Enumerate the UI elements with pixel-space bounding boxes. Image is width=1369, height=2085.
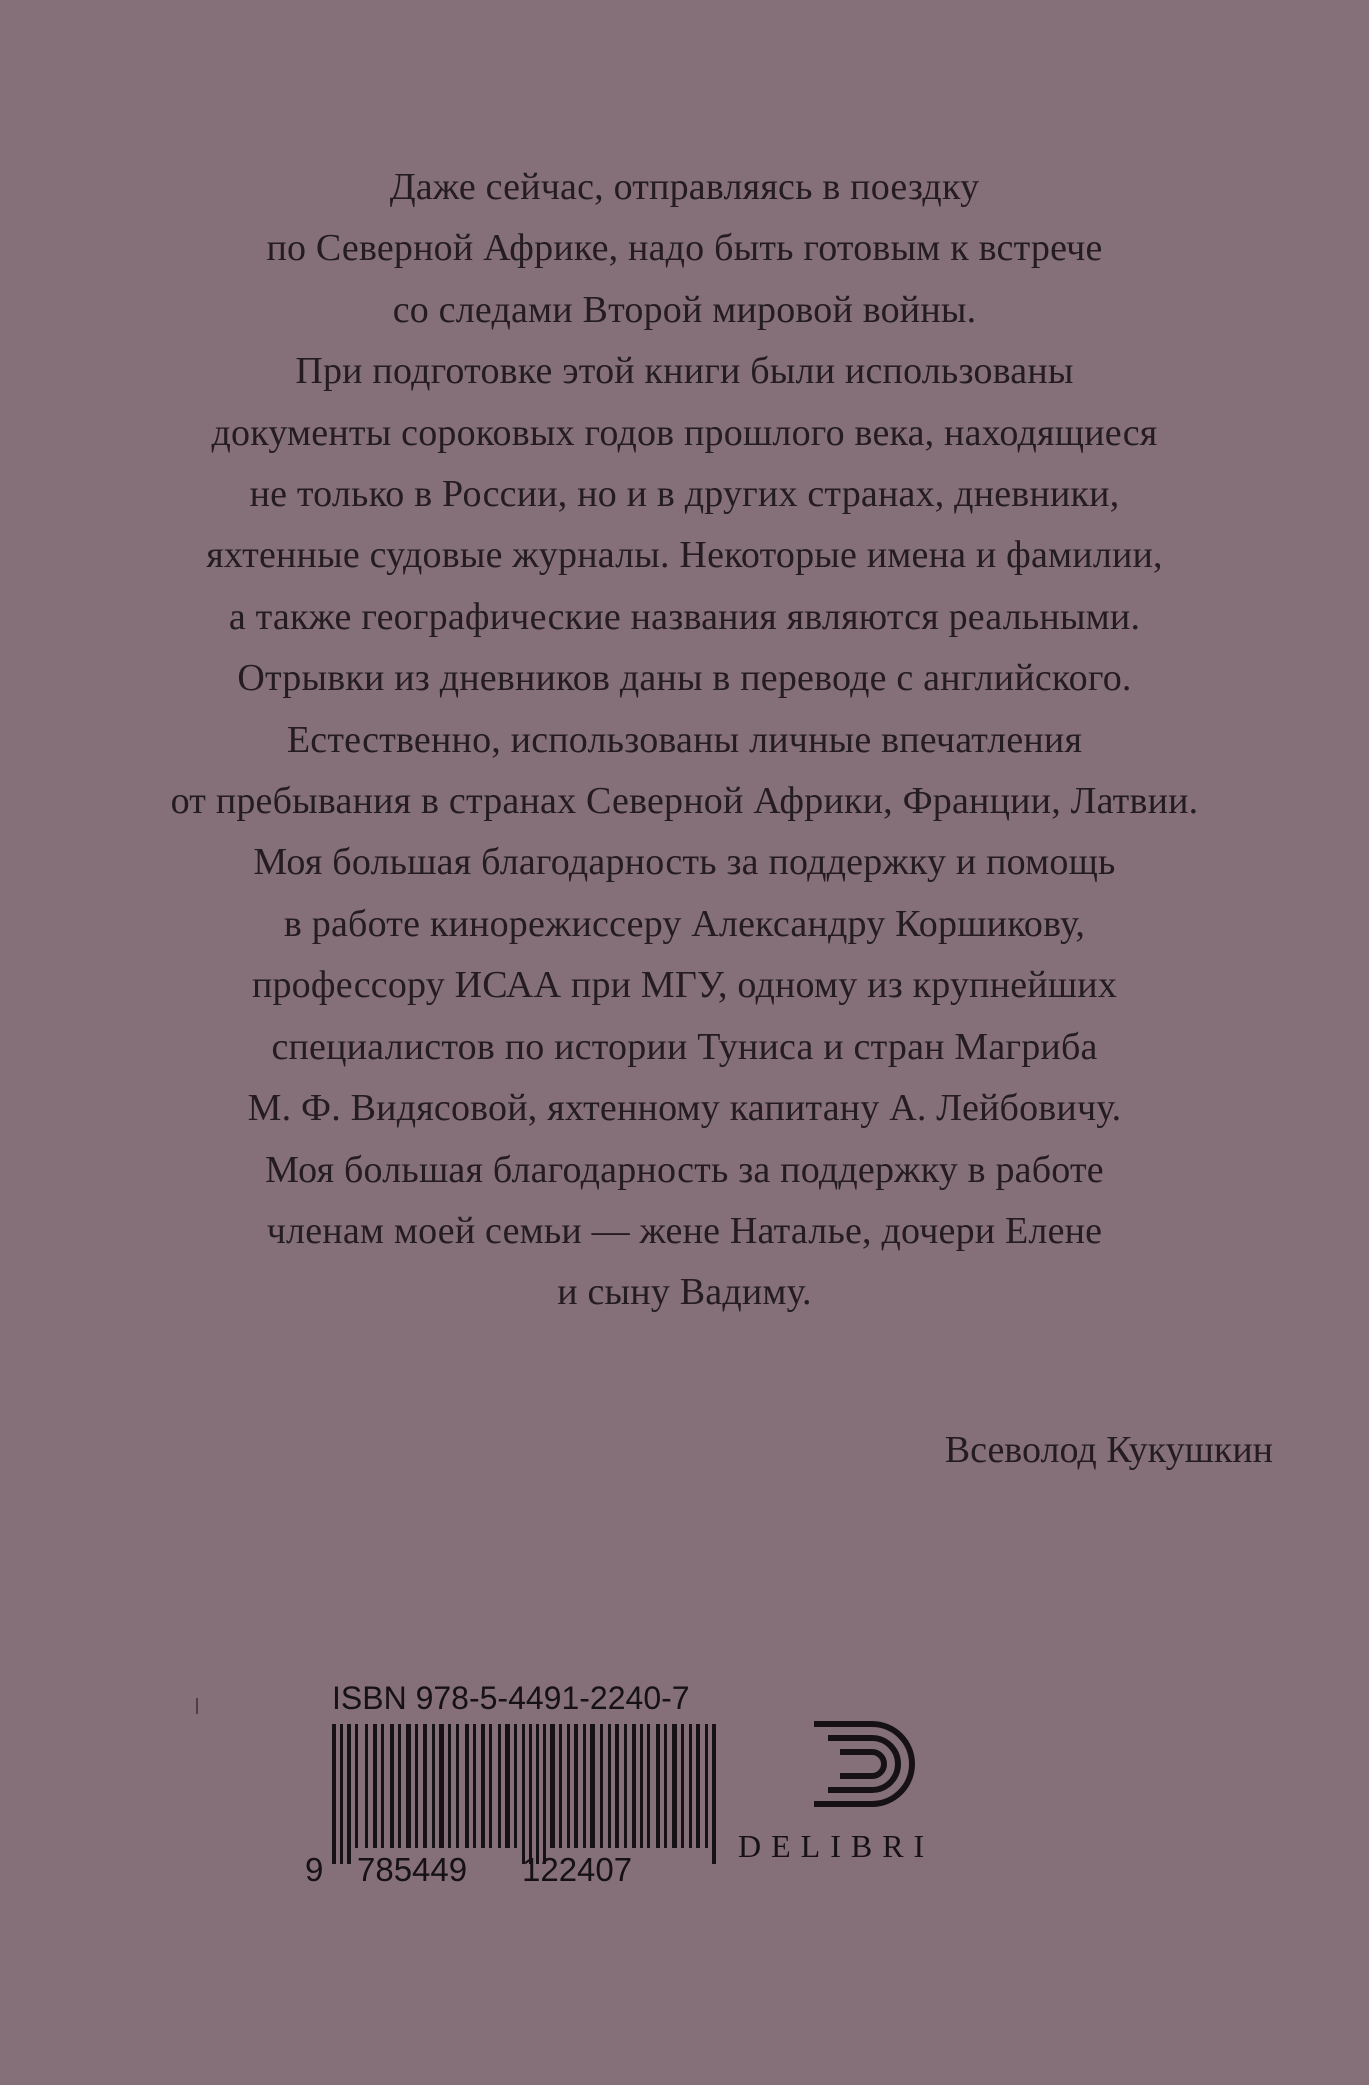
barcode-digits-right: 122407 — [522, 1851, 633, 1888]
barcode-bar — [559, 1724, 562, 1848]
barcode-bar — [355, 1724, 358, 1848]
blurb-line: со следами Второй мировой войны. — [392, 288, 977, 331]
publisher-logo — [732, 1718, 1012, 1868]
barcode-bar — [656, 1724, 660, 1848]
barcode-bar — [640, 1724, 643, 1848]
barcode-bar — [550, 1724, 555, 1848]
barcode-bar — [439, 1724, 444, 1848]
blurb-line: Моя большая благодарность за поддержку и помощь — [253, 841, 1116, 884]
blurb-line: специалистов по истории Туниса и стран Магриба — [271, 1025, 1098, 1068]
blurb-line: членам моей семьи — жене Наталье, дочери Елене — [266, 1209, 1103, 1252]
barcode-bar — [473, 1724, 476, 1848]
barcode-bar — [590, 1724, 595, 1848]
blurb-line: в работе кинорежиссеру Александру Коршикову, — [283, 902, 1086, 945]
barcode-bar — [624, 1724, 627, 1848]
barcode-bar — [543, 1724, 546, 1864]
barcode-bar — [529, 1724, 532, 1864]
barcode-bar — [340, 1724, 343, 1864]
barcode-bar — [456, 1724, 459, 1848]
barcode-bar — [481, 1724, 485, 1848]
barcode-bar — [505, 1724, 510, 1848]
barcode-bar — [498, 1724, 501, 1848]
blurb-line: не только в России, но и в других странах, дневники, — [249, 473, 1120, 516]
barcode-bar — [608, 1724, 611, 1848]
barcode-bar — [583, 1724, 586, 1848]
barcode-bar — [365, 1724, 368, 1848]
barcode-bar — [574, 1724, 578, 1848]
blurb-line: по Северной Африке, надо быть готовым к встрече — [266, 227, 1103, 270]
blurb-line: Даже сейчас, отправляясь в поездку — [389, 166, 980, 208]
barcode-bar — [423, 1724, 427, 1848]
author-name: Всеволод Кукушкин — [944, 1429, 1273, 1471]
trim-mark — [196, 1698, 198, 1714]
blurb-line: М. Ф. Видясовой, яхтенному капитану А. Лейбовичу. — [247, 1087, 1122, 1130]
barcode-bar — [615, 1724, 619, 1848]
blurb-line: профессору ИСАА при МГУ, одному из крупнейших — [251, 964, 1118, 1007]
barcode-bar — [465, 1724, 469, 1848]
barcode-bar — [712, 1724, 716, 1864]
barcode-bar — [647, 1724, 650, 1848]
barcode-bar — [632, 1724, 636, 1848]
blurb-line: от пребывания в странах Северной Африки, Франции, Латвии. — [170, 780, 1199, 823]
barcode-bar — [600, 1724, 603, 1848]
blurb-line: документы сороковых годов прошлого века, находящиеся — [211, 411, 1158, 454]
barcode-digit-lead: 9 — [305, 1851, 324, 1888]
blurb-line: При подготовке этой книги были использованы — [295, 350, 1074, 393]
barcode-bar — [448, 1724, 451, 1848]
publisher-name: DELIBRI — [738, 1828, 935, 1864]
blurb-line: Отрывки из дневников даны в переводе с английского. — [237, 657, 1132, 700]
barcode-bar — [522, 1724, 525, 1864]
isbn-barcode — [300, 1678, 720, 1908]
barcode-bar — [332, 1724, 336, 1864]
barcode-bar — [696, 1724, 700, 1848]
barcode-bar — [373, 1724, 377, 1848]
barcode-bar — [705, 1724, 708, 1848]
barcode-bar — [514, 1724, 517, 1848]
barcode-bar — [398, 1724, 401, 1848]
isbn-number: ISBN 978-5-4491-2240-7 — [332, 1680, 690, 1716]
blurb-text — [60, 157, 1309, 1324]
barcode-bar — [432, 1724, 435, 1848]
blurb-line: Естественно, использованы личные впечатления — [286, 718, 1083, 761]
barcode-bar — [347, 1724, 351, 1864]
barcode-bar — [381, 1724, 384, 1848]
blurb-line: и сыну Вадиму. — [557, 1271, 812, 1314]
blurb-line: яхтенные судовые журналы. Некоторые имена и фамилии, — [206, 534, 1163, 577]
barcode-bar — [489, 1724, 492, 1848]
barcode-bar — [672, 1724, 677, 1848]
barcode-bar — [681, 1724, 684, 1848]
blurb-line: Моя большая благодарность за поддержку в работе — [265, 1148, 1104, 1191]
barcode-bar — [536, 1724, 539, 1864]
barcode-bar — [664, 1724, 667, 1848]
barcode-bar — [689, 1724, 692, 1848]
barcode-bar — [406, 1724, 411, 1848]
barcode-bar — [390, 1724, 394, 1848]
barcode-icon — [330, 1724, 716, 1864]
blurb-line: а также географические названия являются реальными. — [228, 595, 1141, 638]
delibri-d-logo-icon — [810, 1718, 934, 1810]
barcode-bar — [415, 1724, 418, 1848]
barcode-bar — [567, 1724, 570, 1848]
barcode-digits-left: 785449 — [357, 1851, 468, 1888]
